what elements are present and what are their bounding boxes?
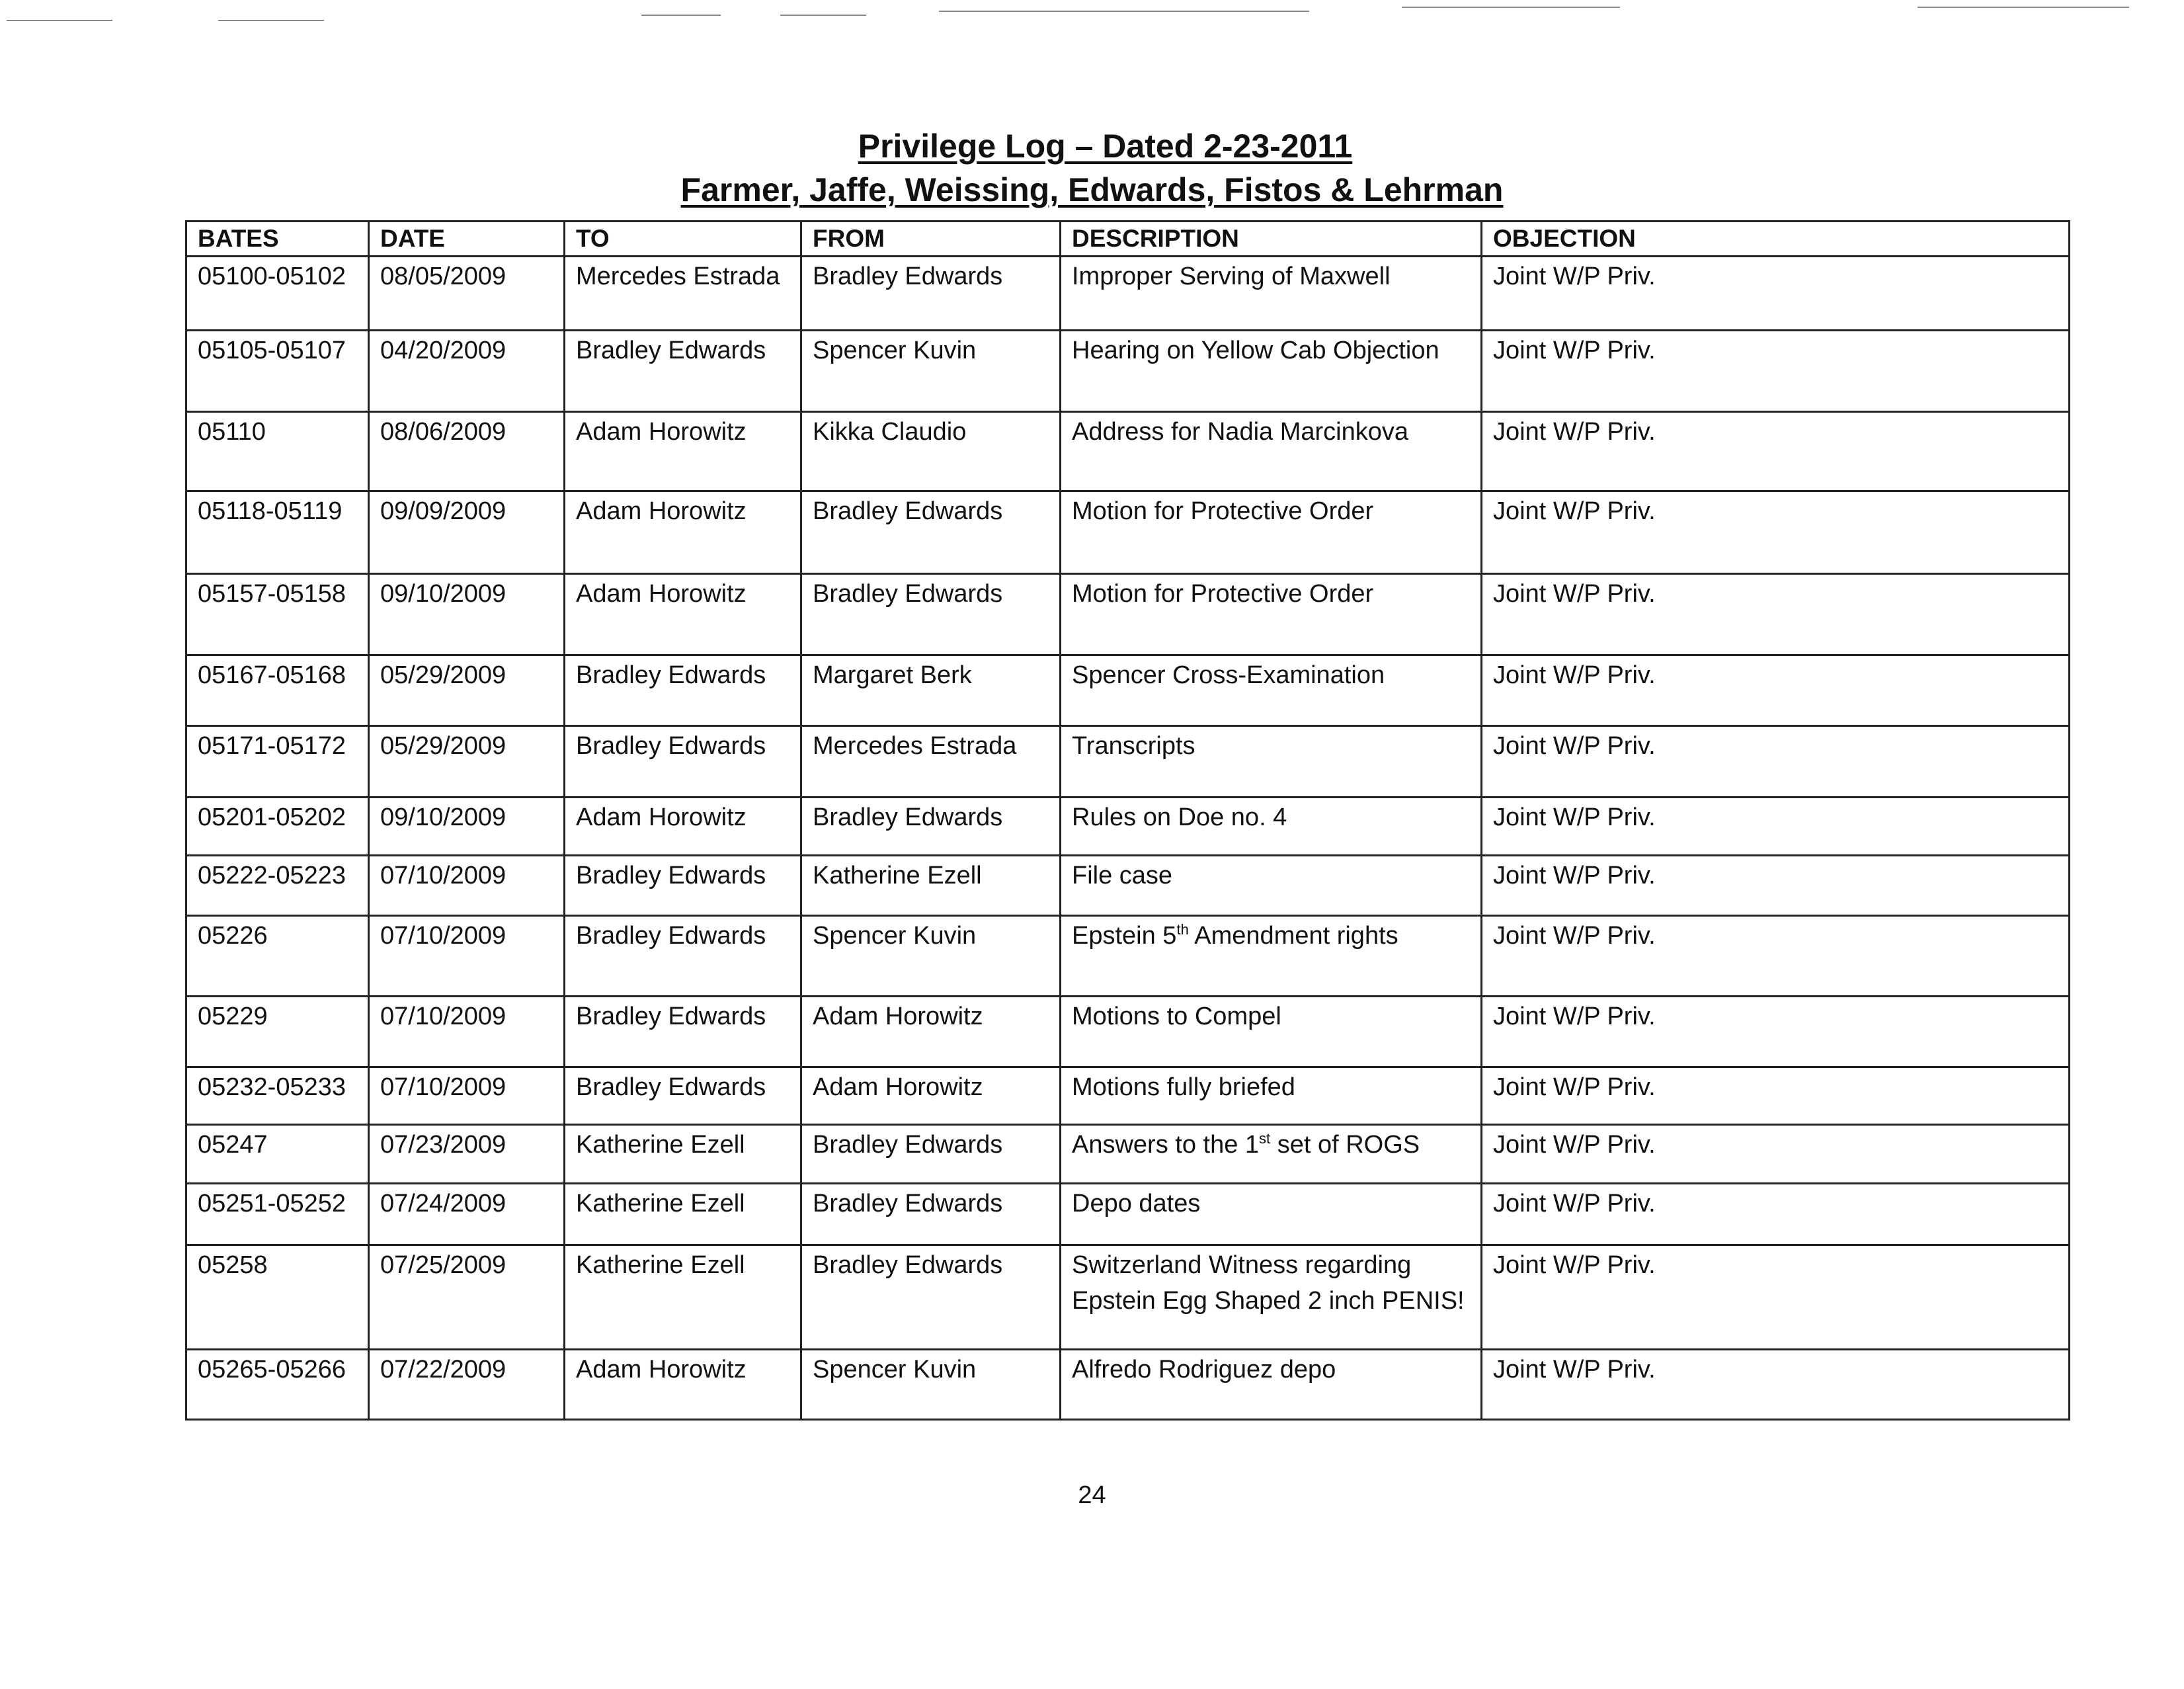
cell-description — [1061, 1067, 1482, 1125]
cell-from: Katherine Ezell — [801, 856, 1061, 916]
cell-to: Mercedes Estrada — [565, 257, 801, 331]
cell-from: Bradley Edwards — [801, 798, 1061, 856]
cell-to: Adam Horowitz — [565, 798, 801, 856]
cell-bates: 05171-05172 — [186, 726, 369, 798]
cell-bates: 05229 — [186, 997, 369, 1067]
cell-description — [1061, 1350, 1482, 1420]
cell-date: 09/09/2009 — [369, 491, 565, 574]
table-row — [186, 655, 2070, 726]
description-text: Rules on Doe no. 4 — [1072, 803, 1287, 831]
cell-date: 09/10/2009 — [369, 574, 565, 655]
scan-artifacts — [0, 0, 2184, 26]
cell-from: Adam Horowitz — [801, 997, 1061, 1067]
privilege-log-table — [185, 220, 2070, 1421]
header-from: FROM — [801, 222, 1061, 257]
cell-to: Bradley Edwards — [565, 655, 801, 726]
cell-objection: Joint W/P Priv. — [1482, 412, 2070, 491]
cell-date: 09/10/2009 — [369, 798, 565, 856]
cell-date: 07/10/2009 — [369, 997, 565, 1067]
cell-from: Spencer Kuvin — [801, 1350, 1061, 1420]
description-text: Spencer Cross-Examination — [1072, 661, 1385, 689]
description-text: Transcripts — [1072, 732, 1195, 760]
description-text: Motions to Compel — [1072, 1003, 1281, 1030]
cell-description — [1061, 856, 1482, 916]
cell-to: Bradley Edwards — [565, 726, 801, 798]
cell-description — [1061, 1125, 1482, 1184]
cell-to: Adam Horowitz — [565, 412, 801, 491]
cell-objection: Joint W/P Priv. — [1482, 491, 2070, 574]
cell-bates: 05105-05107 — [186, 331, 369, 412]
cell-description — [1061, 997, 1482, 1067]
cell-description — [1061, 1245, 1482, 1350]
cell-from: Spencer Kuvin — [801, 916, 1061, 997]
cell-from: Bradley Edwards — [801, 574, 1061, 655]
cell-bates: 05251-05252 — [186, 1184, 369, 1245]
cell-bates: 05258 — [186, 1245, 369, 1350]
description-text: Answers to the 1 — [1072, 1131, 1260, 1159]
cell-from: Margaret Berk — [801, 655, 1061, 726]
cell-to: Katherine Ezell — [565, 1125, 801, 1184]
cell-to: Adam Horowitz — [565, 574, 801, 655]
cell-date: 04/20/2009 — [369, 331, 565, 412]
cell-bates: 05247 — [186, 1125, 369, 1184]
description-text: Improper Serving of Maxwell — [1072, 263, 1391, 290]
cell-to: Bradley Edwards — [565, 856, 801, 916]
cell-description — [1061, 491, 1482, 574]
cell-bates: 05118-05119 — [186, 491, 369, 574]
document-header — [0, 124, 2184, 212]
cell-date: 08/06/2009 — [369, 412, 565, 491]
page-number: 24 — [1078, 1481, 1106, 1509]
cell-date: 07/22/2009 — [369, 1350, 565, 1420]
cell-objection: Joint W/P Priv. — [1482, 798, 2070, 856]
document-title: Privilege Log – Dated 2-23-2011 — [858, 128, 1353, 165]
description-text: File case — [1072, 862, 1173, 889]
cell-objection: Joint W/P Priv. — [1482, 1245, 2070, 1350]
description-text: Motion for Protective Order — [1072, 497, 1374, 525]
table-header — [186, 222, 2070, 257]
cell-bates: 05226 — [186, 916, 369, 997]
cell-bates: 05232-05233 — [186, 1067, 369, 1125]
cell-bates: 05110 — [186, 412, 369, 491]
header-row — [186, 222, 2070, 257]
header-description: DESCRIPTION — [1061, 222, 1482, 257]
cell-from: Bradley Edwards — [801, 491, 1061, 574]
cell-description — [1061, 257, 1482, 331]
table-row — [186, 798, 2070, 856]
cell-bates: 05222-05223 — [186, 856, 369, 916]
table-row — [186, 1245, 2070, 1350]
cell-from: Bradley Edwards — [801, 1184, 1061, 1245]
cell-objection: Joint W/P Priv. — [1482, 331, 2070, 412]
cell-description — [1061, 331, 1482, 412]
cell-to: Adam Horowitz — [565, 1350, 801, 1420]
cell-date: 05/29/2009 — [369, 655, 565, 726]
header-bates: BATES — [186, 222, 369, 257]
table-row — [186, 331, 2070, 412]
cell-date: 08/05/2009 — [369, 257, 565, 331]
cell-from: Bradley Edwards — [801, 1125, 1061, 1184]
table-row — [186, 997, 2070, 1067]
cell-to: Bradley Edwards — [565, 1067, 801, 1125]
table-row — [186, 1350, 2070, 1420]
cell-bates: 05265-05266 — [186, 1350, 369, 1420]
cell-bates: 05157-05158 — [186, 574, 369, 655]
description-superscript: st — [1259, 1130, 1271, 1147]
cell-bates: 05167-05168 — [186, 655, 369, 726]
cell-to: Bradley Edwards — [565, 916, 801, 997]
cell-to: Katherine Ezell — [565, 1245, 801, 1350]
description-text-cont: set of ROGS — [1270, 1131, 1420, 1159]
description-superscript: th — [1176, 921, 1189, 938]
cell-objection: Joint W/P Priv. — [1482, 997, 2070, 1067]
cell-date: 05/29/2009 — [369, 726, 565, 798]
cell-date: 07/10/2009 — [369, 856, 565, 916]
cell-objection: Joint W/P Priv. — [1482, 916, 2070, 997]
description-text-cont: Amendment rights — [1188, 922, 1398, 950]
cell-objection: Joint W/P Priv. — [1482, 1067, 2070, 1125]
cell-objection: Joint W/P Priv. — [1482, 655, 2070, 726]
table-row — [186, 916, 2070, 997]
cell-bates: 05100-05102 — [186, 257, 369, 331]
cell-from: Mercedes Estrada — [801, 726, 1061, 798]
table-row — [186, 726, 2070, 798]
cell-to: Katherine Ezell — [565, 1184, 801, 1245]
description-text: Address for Nadia Marcinkova — [1072, 418, 1408, 446]
cell-objection: Joint W/P Priv. — [1482, 1350, 2070, 1420]
table-row — [186, 856, 2070, 916]
table-row — [186, 412, 2070, 491]
cell-to: Bradley Edwards — [565, 331, 801, 412]
header-to: TO — [565, 222, 801, 257]
cell-description — [1061, 726, 1482, 798]
cell-description — [1061, 916, 1482, 997]
cell-objection: Joint W/P Priv. — [1482, 856, 2070, 916]
table-row — [186, 1067, 2070, 1125]
header-date: DATE — [369, 222, 565, 257]
description-text: Epstein 5 — [1072, 922, 1177, 950]
cell-objection: Joint W/P Priv. — [1482, 574, 2070, 655]
cell-date: 07/25/2009 — [369, 1245, 565, 1350]
cell-date: 07/10/2009 — [369, 1067, 565, 1125]
cell-from: Adam Horowitz — [801, 1067, 1061, 1125]
cell-from: Spencer Kuvin — [801, 331, 1061, 412]
cell-from: Bradley Edwards — [801, 1245, 1061, 1350]
description-text: Motions fully briefed — [1072, 1073, 1295, 1101]
cell-from: Kikka Claudio — [801, 412, 1061, 491]
table-row — [186, 257, 2070, 331]
description-text: Motion for Protective Order — [1072, 580, 1374, 608]
cell-description — [1061, 798, 1482, 856]
cell-to: Bradley Edwards — [565, 997, 801, 1067]
cell-objection: Joint W/P Priv. — [1482, 1184, 2070, 1245]
description-text: Hearing on Yellow Cab Objection — [1072, 337, 1439, 364]
description-text: Depo dates — [1072, 1190, 1201, 1217]
table-row — [186, 1184, 2070, 1245]
description-text: Switzerland Witness regarding Epstein Egg Shaped 2 inch PENIS! — [1072, 1251, 1465, 1315]
cell-description — [1061, 1184, 1482, 1245]
document-subtitle: Farmer, Jaffe, Weissing, Edwards, Fistos & Lehrman — [680, 171, 1504, 208]
cell-date: 07/24/2009 — [369, 1184, 565, 1245]
cell-date: 07/23/2009 — [369, 1125, 565, 1184]
cell-from: Bradley Edwards — [801, 257, 1061, 331]
cell-objection: Joint W/P Priv. — [1482, 726, 2070, 798]
cell-bates: 05201-05202 — [186, 798, 369, 856]
cell-to: Adam Horowitz — [565, 491, 801, 574]
header-objection: OBJECTION — [1482, 222, 2070, 257]
table-row — [186, 574, 2070, 655]
table-row — [186, 1125, 2070, 1184]
cell-description — [1061, 655, 1482, 726]
cell-description — [1061, 574, 1482, 655]
cell-objection: Joint W/P Priv. — [1482, 1125, 2070, 1184]
table-row — [186, 491, 2070, 574]
cell-objection: Joint W/P Priv. — [1482, 257, 2070, 331]
cell-description — [1061, 412, 1482, 491]
table-body — [186, 257, 2070, 1420]
description-text: Alfredo Rodriguez depo — [1072, 1356, 1336, 1383]
cell-date: 07/10/2009 — [369, 916, 565, 997]
